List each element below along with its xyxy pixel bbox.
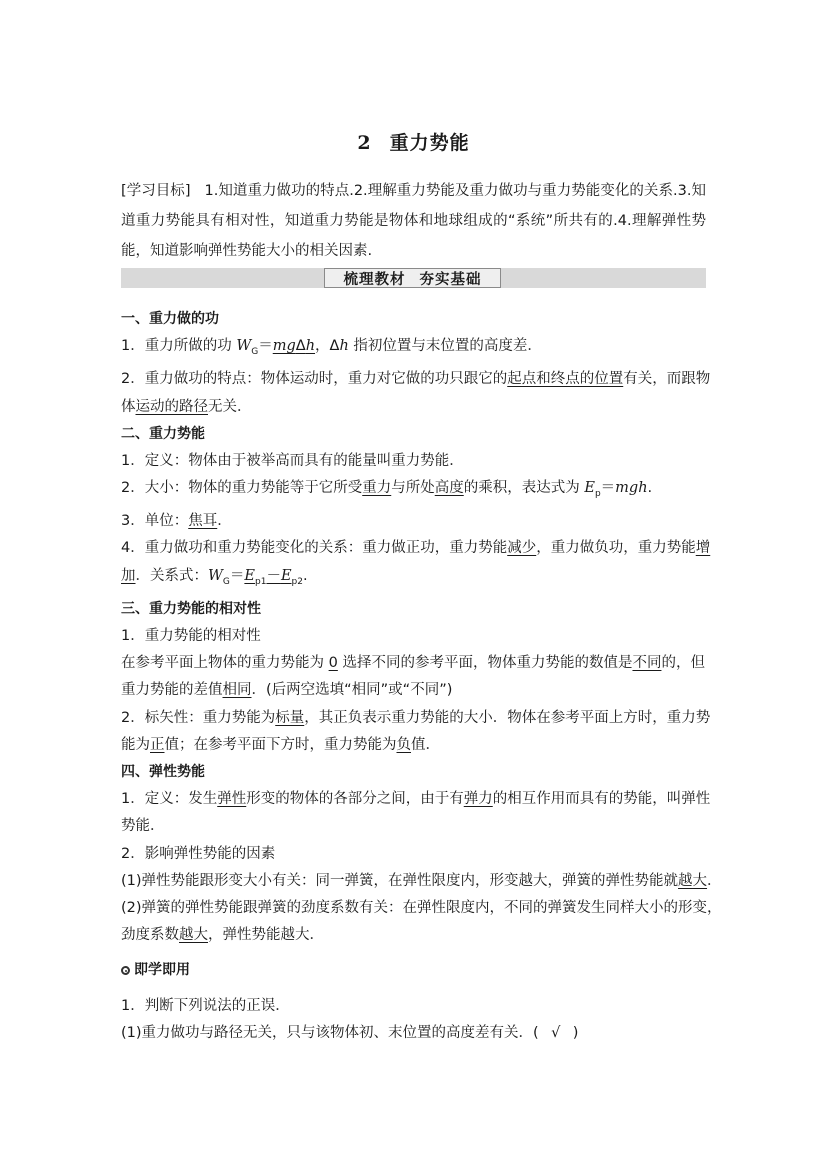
practice-heading — [121, 957, 706, 984]
paragraph — [121, 475, 706, 508]
goals-text: 1.知道重力做功的特点.2.理解重力势能及重力做功与重力势能变化的关系.3.知道重力势能具有相对性，知道重力势能是物体和地球组成的“系统”所共有的.4.理解弹性势能，知道影响弹性势能大小的相关因素. — [121, 183, 706, 259]
text: 在参考平面上物体的重力势能为 — [121, 655, 329, 672]
section-banner — [121, 268, 706, 288]
paragraph — [121, 333, 706, 366]
formula-ep1-ep2: $E_{p1}-E_{p2}$ — [244, 567, 303, 587]
practice-heading-text: 即学即用 — [134, 962, 190, 979]
answer-blank: 越大 — [179, 927, 208, 944]
text: ，弹性势能越大． — [208, 927, 324, 944]
paragraph — [121, 677, 706, 704]
goals-tag: [学习目标] — [121, 183, 191, 199]
text: ＝ — [600, 480, 616, 497]
answer-blank: 运动的路径 — [135, 398, 208, 415]
text: 能为 — [121, 736, 150, 753]
paragraph: (2)弹簧的弹性势能跟弹簧的劲度系数有关：在弹性限度内，不同的弹簧发生同样大小的形变， — [121, 899, 722, 916]
text: 有关，而跟物 — [623, 371, 711, 388]
answer-blank: 弹性 — [217, 791, 247, 808]
text: ．(后两空选填“相同”或“不同”) — [251, 682, 453, 699]
formula-mgh: mg — [272, 338, 296, 355]
answer-blank: 弹力 — [463, 791, 493, 808]
paragraph — [121, 366, 711, 393]
question: 1．判断下列说法的正误． — [121, 997, 290, 1014]
text: 值；在参考平面下方时，重力势能为 — [164, 736, 397, 753]
banner-right-label: 夯实基础 — [419, 271, 482, 288]
answer-blank: 正 — [150, 736, 165, 753]
text: ，重力做负功，重力势能 — [536, 540, 696, 557]
text: 3．单位： — [121, 513, 189, 530]
text: ) — [572, 1024, 579, 1041]
paragraph — [121, 786, 711, 813]
text: ＝ — [258, 338, 273, 355]
section-heading-2: 二、重力势能 — [121, 425, 205, 442]
paragraph — [121, 705, 711, 732]
paragraph — [121, 732, 706, 759]
answer-blank: 负 — [396, 736, 411, 753]
formula-w: W — [236, 338, 252, 355]
paragraph — [121, 868, 722, 895]
text: ＝ — [229, 567, 245, 584]
paragraph — [121, 650, 706, 677]
check-mark-icon: √ — [551, 1024, 561, 1041]
answer-blank: 加 — [121, 567, 136, 584]
paragraph: 加．关系式：$W_G=E_{p1}-E_{p2}$. — [121, 567, 308, 587]
answer-blank: 标量 — [275, 709, 305, 726]
text: (1)弹性势能跟形变大小有关：同一弹簧，在弹性限度内，形变越大，弹簧的弹性势能就 — [121, 872, 679, 889]
answer-blank: 减少 — [507, 540, 537, 557]
text: 1．重力所做的功 — [121, 338, 237, 355]
answer-blank: 焦耳 — [188, 513, 218, 530]
text: 的，但 — [661, 655, 705, 672]
formula-sub-g2: G — [222, 576, 230, 587]
text: 重力势能的差值 — [121, 682, 223, 699]
text: － — [266, 567, 281, 584]
text: 体 — [121, 398, 136, 415]
text: 1．定义：发生 — [121, 791, 218, 808]
title-number: 2 — [357, 132, 372, 154]
title-text: 重力势能 — [389, 132, 470, 154]
formula-mgh2: mgh — [615, 480, 648, 497]
text: ． — [707, 872, 722, 889]
formula-delta: Δ — [295, 338, 306, 355]
text: 2．大小：物体的重力势能等于它所受 — [121, 480, 363, 497]
answer-blank: 高度 — [434, 480, 464, 497]
text: . — [647, 480, 653, 497]
answer-blank: 不同 — [632, 655, 662, 672]
text: 的乘积，表达式为 — [463, 480, 585, 497]
content-body — [121, 306, 722, 1047]
bullet-circle-icon — [121, 966, 130, 975]
text: 与所处 — [391, 480, 435, 497]
paragraph: 2．影响弹性势能的因素 — [121, 845, 276, 862]
text: 选择不同的参考平面，物体重力势能的数值是 — [337, 655, 633, 672]
text: ，其正负表示重力势能的大小．物体在参考平面上方时，重力势 — [304, 709, 711, 726]
text: 2．标矢性：重力势能为 — [121, 709, 276, 726]
answer-blank: 越大 — [678, 872, 708, 889]
paragraph: 1．定义：物体由于被举高而具有的能量叫重力势能． — [121, 452, 464, 469]
answer-blank: 0 — [328, 655, 338, 672]
text: 劲度系数 — [121, 927, 179, 944]
paragraph — [121, 535, 711, 562]
paragraph — [121, 508, 706, 535]
banner-box — [324, 268, 501, 288]
section-heading-4: 四、弹性势能 — [121, 763, 205, 780]
formula-e: E — [584, 480, 595, 497]
question-item — [121, 1020, 706, 1047]
section-heading-3: 三、重力势能的相对性 — [121, 600, 261, 617]
learning-goals — [121, 176, 706, 266]
answer-blank: 重力 — [362, 480, 392, 497]
formula-h2: h — [339, 338, 349, 355]
paragraph: 1．重力势能的相对性 — [121, 627, 261, 644]
formula-sub-p: p — [594, 489, 601, 499]
text: (1)重力做功与路径无关，只与该物体初、末位置的高度差有关．( — [121, 1024, 539, 1041]
answer-blank: 增 — [695, 540, 711, 557]
text: 无关． — [208, 398, 252, 415]
text: ．关系式： — [135, 567, 208, 584]
text: ，Δ — [315, 338, 340, 355]
text: 的相互作用而具有的势能，叫弹性 — [492, 791, 711, 808]
text: 指初位置与末位置的高度差． — [348, 338, 542, 355]
text: 4．重力做功和重力势能变化的关系：重力做正功，重力势能 — [121, 540, 508, 557]
banner-left-label: 梳理教材 — [343, 271, 406, 288]
formula-w2: W — [208, 567, 223, 584]
page-title — [0, 128, 827, 155]
text: 形变的物体的各部分之间，由于有 — [246, 791, 464, 808]
paragraph — [121, 922, 706, 949]
text: 2．重力做功的特点：物体运动时，重力对它做的功只跟它的 — [121, 371, 508, 388]
formula-h: h — [305, 338, 316, 355]
paragraph: 势能． — [121, 818, 165, 835]
paragraph — [121, 394, 706, 421]
formula-sub-g: G — [251, 347, 259, 358]
section-heading-1: 一、重力做的功 — [121, 311, 219, 327]
answer-blank: 起点和终点的位置 — [507, 371, 624, 388]
text: ． — [217, 513, 232, 530]
text: 值． — [411, 736, 440, 753]
answer-blank: 相同 — [222, 682, 252, 699]
